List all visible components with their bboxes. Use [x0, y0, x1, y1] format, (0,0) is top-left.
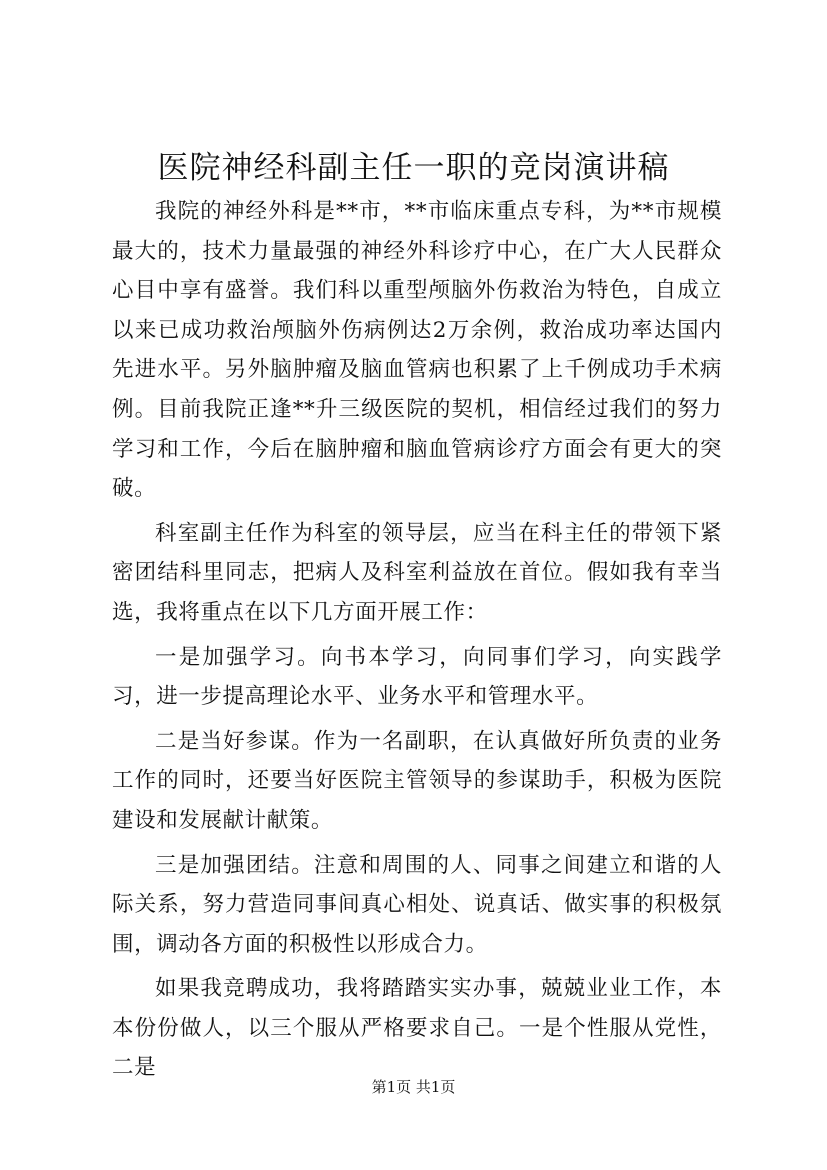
page-number-footer: 第1页 共1页	[371, 1078, 456, 1096]
paragraph-role: 科室副主任作为科室的领导层，应当在科主任的带领下紧密团结科里同志，把病人及科室利益放在首位。假如我有幸当选，我将重点在以下几方面开展工作：	[112, 520, 722, 625]
paragraph-point-advisor: 二是当好参谋。作为一名副职，在认真做好所负责的业务工作的同时，还要当好医院主管领导的参谋助手，积极为医院建设和发展献计献策。	[112, 728, 722, 833]
document-title: 医院神经科副主任一职的竞岗演讲稿	[157, 150, 670, 186]
document-body	[112, 192, 722, 1088]
paragraph-point-study: 一是加强学习。向书本学习，向同事们学习，向实践学习，进一步提高理论水平、业务水平和管理水平。	[112, 644, 722, 710]
paragraph-commitment: 如果我竞聘成功，我将踏踏实实办事，兢兢业业工作，本本份份做人，以三个服从严格要求自己。一是个性服从党性，二是	[112, 976, 722, 1081]
paragraph-intro: 我院的神经外科是**市，**市临床重点专科，为**市规模最大的，技术力量最强的神经外科诊疗中心，在广大人民群众心目中享有盛誉。我们科以重型颅脑外伤救治为特色，自成立以来已成功救治颅脑外伤病例达2万余例，救治成功率达国内先进水平。另外脑肿瘤及脑血管病也积累了上千例成功手术病例。目前我院正逢**升三级医院的契机，相信经过我们的努力学习和工作，今后在脑肿瘤和脑血管病诊疗方面会有更大的突破。	[112, 199, 722, 502]
paragraph-point-unity: 三是加强团结。注意和周围的人、同事之间建立和谐的人际关系，努力营造同事间真心相处、说真话、做实事的积极氛围，调动各方面的积极性以形成合力。	[112, 852, 722, 957]
